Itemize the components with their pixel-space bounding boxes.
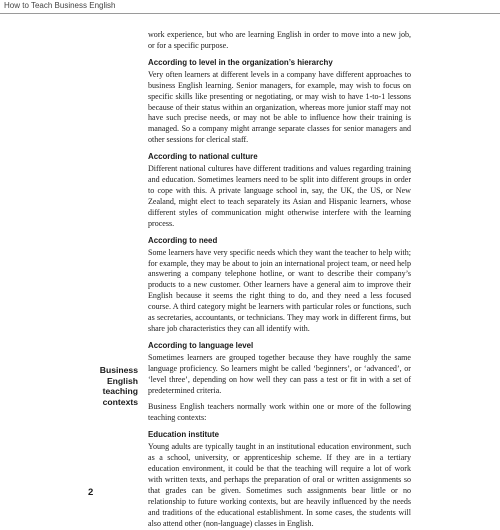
paragraph: Young adults are typically taught in an institutional education environment, such as a school, university, or apprenticeship scheme. If they are in a tertiary education environment, it could be that the teaching will require a lot of work with written texts, and perhaps the preparation of oral or written assignments so that grades can be given. Sometimes such assignments bear little or no relationship to future working contexts, but are heavily influenced by the needs and traditions of the educational establishment. In some cases, the students will also attend other (non-language) classes in English. (148, 442, 411, 528)
subheading: According to language level (148, 340, 254, 350)
paragraph: Sometimes learners are grouped together because they have roughly the same language proficiency. So learners might be called ‘beginners’, or ‘advanced’, or ‘level three’, depending on how well they can pass a test or fit in with a set of predetermined criteria. (148, 352, 411, 395)
paragraph: Business English teachers normally work within one or more of the following teaching contexts: (148, 402, 411, 423)
subheading: According to national culture (148, 152, 258, 162)
paragraph: Some learners have very specific needs which they want the teacher to help with; for example, they may be about to join an international project team, or need help answering a company telephone hotline, or want to describe their company’s products to a new customer. Other learners have a general aim to improve their English because it seems the right thing to do, and they need a less focused course. A third category might be learners with particular roles or functions, such as secretaries, accountants, or technicians. They may work in different firms, but share job characteristics they can all identify with. (148, 247, 411, 333)
margin-heading-line: teaching (102, 386, 138, 396)
running-head (0, 0, 500, 14)
body-text (148, 30, 411, 530)
paragraph: Different national cultures have different traditions and values regarding training and education. Sometimes learners need to be split into different groups in order to cope with this. A private language school in, say, the UK, the US, or New Zealand, might elect to teach separately its Asian and Hispanic learners, whose different styles of communication might otherwise interfere with the learning process. (148, 164, 411, 228)
subheading: According to level in the organization’s hierarchy (148, 57, 333, 67)
running-head-title: How to Teach Business English (4, 1, 116, 10)
subheading: Education institute (148, 430, 220, 440)
paragraph: Very often learners at different levels in a company have different approaches to business English learning. Senior managers, for example, may wish to focus on specific skills like presenting or negotiating, or may wish to have 1-to-1 lessons because of their status within an organization, whereas more junior staff may not have such precise needs, or may not be able to influence how their training is managed. So a company might arrange separate classes for senior managers and other sessions for clerical staff. (148, 69, 411, 145)
margin-heading-line: English (106, 375, 138, 386)
paragraph: work experience, but who are learning English in order to move into a new job, or for a specific purpose. (148, 30, 411, 50)
margin-heading-line: Business (99, 365, 138, 375)
page-number: 2 (88, 487, 94, 498)
margin-heading (58, 365, 138, 407)
margin-heading-line: contexts (102, 396, 138, 407)
subheading: According to need (148, 235, 218, 245)
